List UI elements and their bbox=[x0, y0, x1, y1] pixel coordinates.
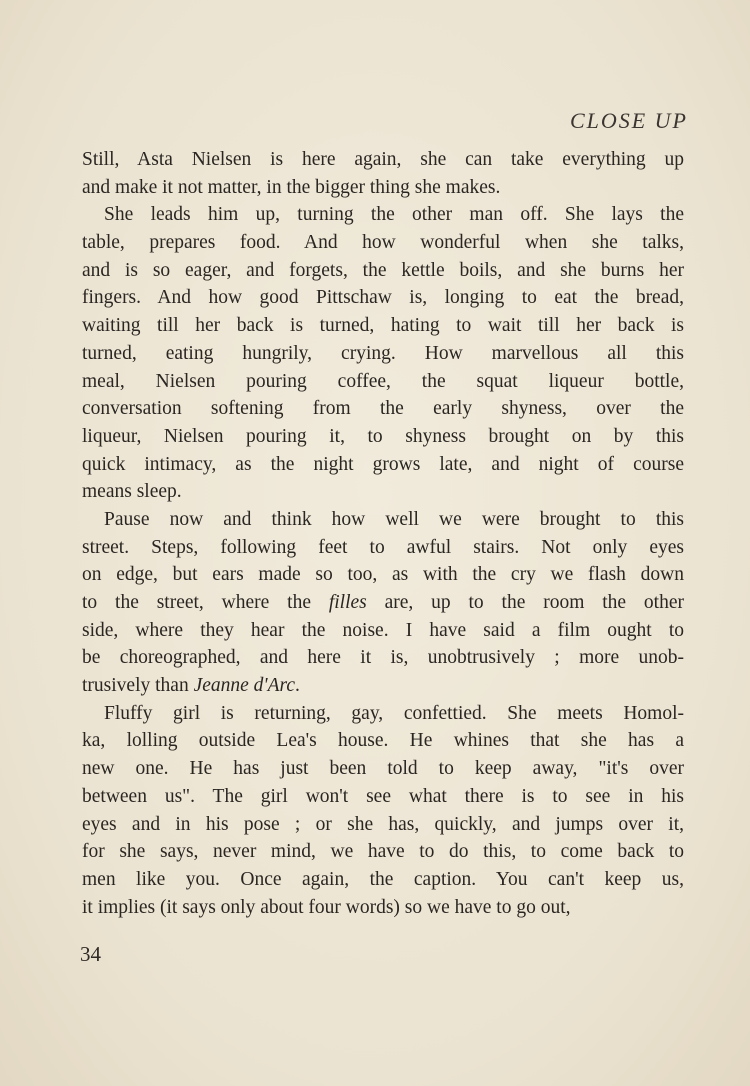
text-run: eyes and in his pose ; or she has, quickly, and jumps over it, bbox=[82, 813, 684, 835]
text-line bbox=[82, 534, 684, 562]
text-run: new one. He has just been told to keep away, "it's over bbox=[82, 758, 684, 780]
page-number: 34 bbox=[80, 942, 101, 966]
text-line bbox=[82, 478, 684, 506]
text-run: be choreographed, and here it is, unobtrusively ; more unob- bbox=[82, 647, 684, 669]
text-line bbox=[82, 644, 684, 672]
text-run: meal, Nielsen pouring coffee, the squat liqueur bottle, bbox=[82, 370, 684, 392]
text-run: waiting till her back is turned, hating to wait till her back is bbox=[82, 315, 684, 337]
text-run: on edge, but ears made so too, as with the cry we flash down bbox=[82, 564, 684, 586]
text-line bbox=[82, 506, 684, 534]
text-run: Fluffy girl is returning, gay, confettied. She meets Homol- bbox=[104, 702, 684, 724]
running-head: CLOSE UP bbox=[569, 108, 688, 133]
text-run: table, prepares food. And how wonderful when she talks, bbox=[82, 232, 684, 254]
text-line bbox=[82, 451, 684, 479]
text-run: for she says, never mind, we have to do this, to come back to bbox=[82, 841, 684, 863]
text-run: between us". The girl won't see what there is to see in his bbox=[82, 785, 684, 807]
text-line bbox=[82, 340, 684, 368]
text-line bbox=[82, 755, 684, 783]
text-run: fingers. And how good Pittschaw is, longing to eat the bread, bbox=[82, 287, 684, 309]
text-line bbox=[82, 146, 684, 174]
text-run: conversation softening from the early shyness, over the bbox=[82, 398, 684, 420]
text-run: Still, Asta Nielsen is here again, she can take everything up bbox=[82, 149, 684, 170]
text-line bbox=[82, 312, 684, 340]
text-line bbox=[82, 257, 684, 285]
text-line bbox=[82, 672, 684, 700]
text-run: turned, eating hungrily, crying. How marvellous all this bbox=[82, 342, 684, 364]
text-line bbox=[82, 838, 684, 866]
text-run: side, where they hear the noise. I have said a film ought to bbox=[82, 619, 684, 641]
text-run: She leads him up, turning the other man off. She lays the bbox=[104, 204, 684, 226]
text-run: and make it not matter, in the bigger thing she makes. bbox=[82, 176, 501, 198]
text-run: quick intimacy, as the night grows late, and night of course bbox=[82, 453, 684, 475]
text-run: to the street, where the bbox=[82, 592, 329, 613]
text-run: ka, lolling outside Lea's house. He whines that she has a bbox=[82, 730, 684, 752]
italic-text: filles bbox=[328, 592, 367, 613]
text-line bbox=[82, 174, 684, 202]
text-run: men like you. Once again, the caption. You can't keep us, bbox=[82, 868, 684, 890]
text-line bbox=[82, 229, 684, 257]
text-line bbox=[82, 866, 684, 894]
text-line bbox=[82, 423, 684, 451]
text-line bbox=[82, 617, 684, 645]
text-run: trusively than bbox=[82, 675, 194, 697]
text-line bbox=[82, 589, 684, 617]
text-line bbox=[82, 727, 684, 755]
text-line bbox=[82, 201, 684, 229]
text-line bbox=[82, 395, 684, 423]
text-run: are, up to the room the other bbox=[366, 592, 684, 613]
text-line bbox=[82, 894, 684, 922]
text-run: liqueur, Nielsen pouring it, to shyness brought on by this bbox=[82, 425, 684, 447]
text-line bbox=[82, 783, 684, 811]
text-line bbox=[82, 368, 684, 396]
text-line bbox=[82, 561, 684, 589]
text-run: . bbox=[295, 675, 300, 697]
text-run: street. Steps, following feet to awful stairs. Not only eyes bbox=[82, 536, 684, 558]
text-line bbox=[82, 811, 684, 839]
text-run: and is so eager, and forgets, the kettle boils, and she burns her bbox=[82, 259, 684, 281]
italic-text: Jeanne d'Arc bbox=[193, 675, 296, 697]
text-run: it implies (it says only about four words) so we have to go out, bbox=[82, 896, 571, 918]
body-text bbox=[82, 146, 684, 921]
text-run: means sleep. bbox=[82, 481, 182, 503]
text-run: Pause now and think how well we were brought to this bbox=[104, 508, 684, 530]
text-line bbox=[82, 700, 684, 728]
text-line bbox=[82, 284, 684, 312]
